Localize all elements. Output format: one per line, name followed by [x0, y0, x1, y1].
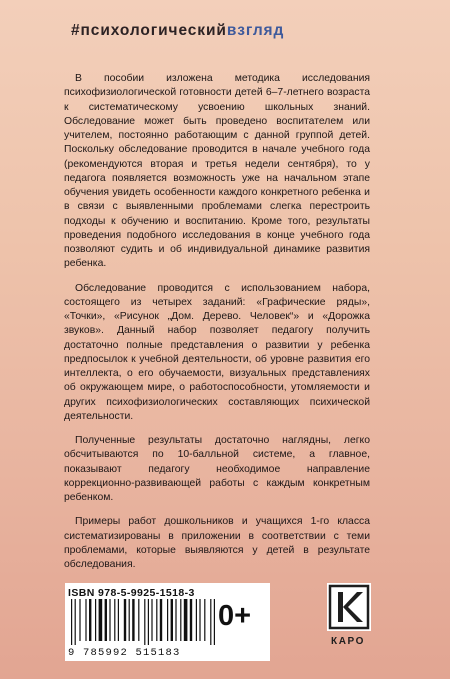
series-title — [71, 22, 284, 40]
annotation-paragraph: В пособии изложена методика исследования психофизиологической готовности детей 6–7-летнего возраста к систематическому усвоению школьных знаний. Обследование может быть проведено воспитателем или учителем, постоянно работающим с данной группой детей. Поскольку обследование проводится в начале учебного года (рекомендуются вторая и третья недели сентября), то у педагога появляется возможность уже на начальном этапе обучения увидеть особенности каждого конкретного ребенка и в связи с выявленными проблемами слегка перестроить подходы к обучению и воспитанию. Кроме того, результаты проведения подобного исследования в конце учебного года позволяют судить и об индивидуальной динамике развития ребенка. — [64, 73, 370, 270]
barcode-bar — [148, 599, 149, 645]
barcode-bar — [132, 599, 134, 641]
barcode-bar — [124, 599, 126, 641]
barcode-bar — [156, 599, 157, 641]
barcode-bar — [199, 599, 200, 641]
isbn-label: ISBN 978-5-9925-1518-3 — [68, 587, 195, 599]
series-hash: # — [71, 22, 81, 39]
barcode-bar — [196, 599, 197, 641]
barcode-bar — [71, 599, 72, 645]
series-word-view: взгляд — [226, 22, 285, 39]
series-word-psychological: психологический — [80, 22, 227, 39]
publisher-name: КАРО — [331, 636, 366, 647]
annotation-paragraph: Обследование проводится с использованием набора, состоящего из четырех заданий: «Графические ряды», «Точки», «Рисунок „Дом. Дерево. Человек“» и «Дорожка звуков». Данный набор позволяет педагогу получить достаточно полные представления о развитии у ребенка предпосылок к учебной деятельности, об уровне развития его интеллекта, о его обучаемости, визуальных представлениях об окружающем мире, о работоспособности, утомляемости и других психофизиологических составляющих психической деятельности. — [64, 282, 370, 422]
barcode-bar — [210, 599, 211, 645]
barcode-bar — [180, 599, 181, 641]
annotation-paragraph: Примеры работ дошкольников и учащихся 1-го класса систематизированы в приложении в соответствии с теми проблемами, которые выявляются у детей в результате обследования. — [64, 516, 370, 570]
barcode-bar — [75, 599, 76, 645]
barcode-bar — [171, 599, 173, 641]
barcode-bar — [144, 599, 145, 645]
annotation-text — [64, 72, 370, 582]
barcode-bar — [118, 599, 119, 641]
barcode-bar — [184, 599, 188, 641]
barcode-bar — [190, 599, 192, 641]
barcode-bar — [95, 599, 96, 641]
barcode-bar — [129, 599, 130, 641]
barcode-bar — [204, 599, 205, 641]
annotation-paragraph: Полученные результаты достаточно наглядны, легко обсчитываются по 10-балльной системе, а главное, показывают педагогу необходимое направление коррекционно-развивающей работы с каждым конкретным ребенком. — [64, 435, 370, 503]
age-rating-badge: 0+ — [218, 600, 252, 632]
barcode — [69, 599, 219, 645]
barcode-bar — [105, 599, 107, 641]
barcode-bar — [99, 599, 103, 641]
barcode-bar — [214, 599, 215, 645]
barcode-bar — [109, 599, 110, 641]
barcode-bar — [138, 599, 139, 641]
barcode-bar — [175, 599, 176, 641]
karo-logo-icon — [327, 583, 371, 631]
barcode-bar — [167, 599, 168, 641]
barcode-bar — [79, 599, 80, 641]
barcode-bar — [89, 599, 91, 641]
barcode-bar — [151, 599, 152, 641]
barcode-bar — [114, 599, 115, 641]
isbn-digits: 9 785992 515183 — [68, 647, 181, 659]
barcode-bar — [85, 599, 86, 641]
barcode-bar — [160, 599, 162, 641]
